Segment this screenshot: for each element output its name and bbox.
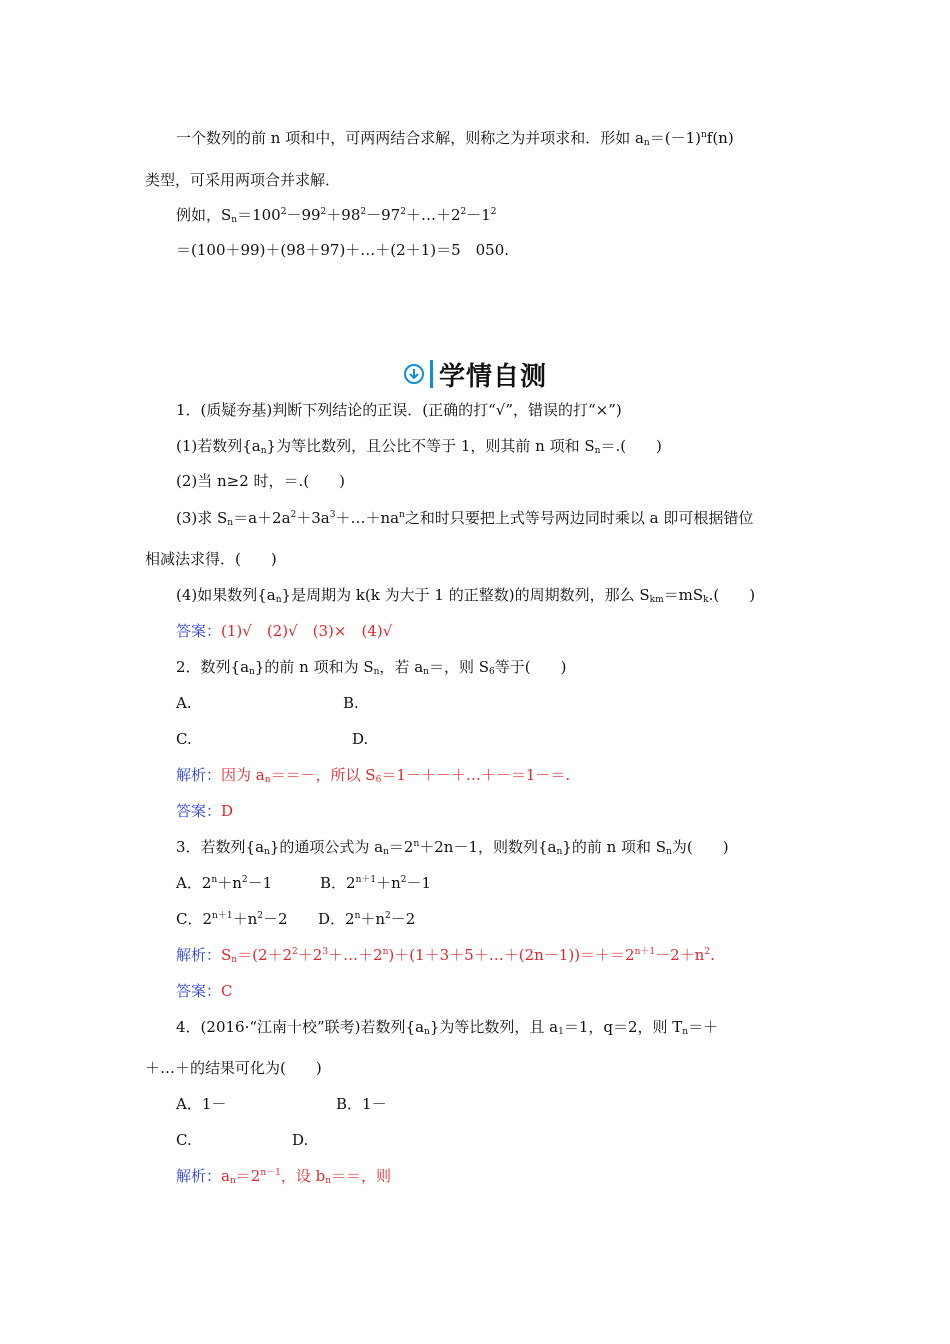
text: ＋2: [297, 946, 323, 964]
text: ＝＝－，所以 S: [270, 766, 376, 784]
subscript: 1: [558, 1027, 564, 1037]
q4-option-d: D.: [292, 1131, 309, 1149]
text: (3)求 S: [176, 509, 228, 527]
text: ＋n: [217, 874, 242, 892]
q2-answer: [176, 801, 233, 821]
text: ＋…＋2: [405, 206, 461, 224]
heading-divider: [430, 360, 433, 388]
text: ＋3a: [296, 509, 330, 527]
subscript: 6: [375, 775, 382, 785]
subscript: 6: [488, 667, 495, 677]
subscript: n: [423, 667, 429, 677]
text: ＝100: [237, 206, 281, 224]
superscript: n: [399, 510, 405, 520]
subscript: n: [325, 1176, 332, 1186]
analysis-text: [221, 1167, 391, 1185]
q2-stem: [176, 657, 566, 677]
text: }为等比数列，且 a: [429, 1018, 559, 1036]
subscript: n: [373, 667, 380, 677]
q4-analysis: [176, 1166, 391, 1186]
text: ＝.( ): [600, 437, 662, 455]
text: ，设 b: [280, 1167, 326, 1185]
subscript: n: [264, 847, 270, 857]
text: (4)如果数列{a: [176, 586, 276, 604]
subscript: n: [231, 955, 238, 965]
text: ＋98: [326, 206, 361, 224]
q3-option-b: [320, 873, 431, 893]
section-heading: [404, 356, 547, 392]
q3-analysis: [176, 945, 715, 965]
text: 2．数列{a: [176, 658, 250, 676]
q1-statement-2: (2)当 n≥2 时，＝.( ): [176, 472, 346, 490]
subscript: n: [682, 1027, 689, 1037]
q1-answer: [176, 621, 392, 641]
text: －2: [390, 910, 416, 928]
text: 因为 a: [221, 766, 265, 784]
superscript: 2: [400, 875, 407, 885]
subscript: n: [383, 847, 389, 857]
answer-label: 答案：: [176, 982, 222, 1000]
q2-option-a: A.: [176, 694, 192, 712]
text: ＝1，q＝2，则 T: [563, 1018, 683, 1036]
q2-option-d: D.: [352, 730, 369, 748]
intro-line-2: 类型，可采用两项合并求解．: [145, 171, 341, 189]
subscript: n: [424, 1027, 430, 1037]
intro-text: 一个数列的前 n 项和中，可两两结合求解，则称之为并项求和．形如 a: [176, 129, 644, 147]
q2-option-c: C.: [176, 730, 192, 748]
intro-line-1: [176, 128, 734, 148]
text: －2: [262, 910, 288, 928]
text: (1)若数列{a: [176, 437, 261, 455]
text: ＝，则 S: [428, 658, 489, 676]
text: ＋n: [376, 874, 401, 892]
answer-value: D: [221, 802, 234, 820]
q4-option-b: B．1－: [336, 1095, 387, 1113]
text: ＝＋: [688, 1018, 719, 1036]
text: B．2: [320, 874, 356, 892]
superscript: 3: [322, 947, 329, 957]
analysis-label: 解析：: [176, 766, 222, 784]
superscript: 3: [329, 510, 336, 520]
subscript: n: [260, 446, 267, 456]
analysis-text: [221, 766, 570, 784]
superscript: 2: [704, 947, 711, 957]
subscript: km: [649, 595, 664, 605]
subscript: n: [249, 667, 255, 677]
subscript: n: [666, 847, 672, 857]
text: }的前 n 项和 S: [562, 838, 667, 856]
subscript: n: [229, 1176, 236, 1186]
subscript: n: [264, 775, 271, 785]
superscript: 2: [385, 911, 391, 921]
superscript: n: [211, 875, 218, 885]
subscript: n: [231, 215, 238, 225]
text: ＝2: [235, 1167, 261, 1185]
superscript: 2: [320, 207, 327, 217]
text: 4．(2016·“江南十校”联考)若数列{a: [176, 1018, 425, 1036]
superscript: 2: [241, 875, 248, 885]
q2-analysis: [176, 765, 570, 785]
text: 等于( ): [494, 658, 567, 676]
text: －99: [286, 206, 321, 224]
text: D．2: [318, 910, 355, 928]
q3-option-c: [176, 909, 288, 929]
text: ＋n: [360, 910, 386, 928]
answer-value: (1)√ (2)√ (3)× (4)√: [221, 622, 393, 640]
q3-option-d: [318, 909, 415, 929]
q1-statement-3-cont: 相减法求得．( ): [145, 550, 277, 568]
text: }为等比数列，且公比不等于 1，则其前 n 项和 S: [266, 437, 595, 455]
q4-option-c: C.: [176, 1131, 192, 1149]
q1-stem: 1．(质疑夯基)判断下列结论的正误．(正确的打“√”，错误的打“×”): [176, 401, 622, 419]
text: －97: [366, 206, 401, 224]
q3-stem: [176, 837, 729, 857]
superscript: n＋1: [212, 911, 233, 921]
text: －1: [247, 874, 273, 892]
text: ＝mS: [663, 586, 704, 604]
text: ＋…＋na: [335, 509, 400, 527]
superscript: n: [413, 839, 420, 849]
text: －1: [466, 206, 491, 224]
intro-example-line-1: [176, 205, 497, 225]
text: ＝＝，则: [331, 1167, 392, 1185]
superscript: 2: [257, 911, 263, 921]
superscript: 2: [360, 207, 367, 217]
text: }的通项公式为 a: [269, 838, 384, 856]
q1-statement-4: [176, 585, 755, 605]
text: .( ): [708, 586, 756, 604]
answer-label: 答案：: [176, 622, 222, 640]
answer-label: 答案：: [176, 802, 222, 820]
text: －1: [406, 874, 432, 892]
q1-statement-1: [176, 436, 662, 456]
intro-text: f(n): [706, 129, 734, 147]
text: 之和时只要把上式等号两边同时乘以 a 即可根据错位: [404, 509, 754, 527]
text: －2＋n: [655, 946, 705, 964]
analysis-label: 解析：: [176, 1167, 222, 1185]
text: ，若 a: [379, 658, 424, 676]
text: ＋n: [232, 910, 258, 928]
subscript: n: [275, 595, 282, 605]
q3-answer: [176, 981, 233, 1001]
text: S: [221, 946, 232, 964]
q4-stem-cont: ＋…＋的结果可化为( ): [145, 1059, 322, 1077]
q3-option-a: [176, 873, 272, 893]
superscript: 2: [490, 207, 497, 217]
text: ＋…＋2: [328, 946, 383, 964]
subscript: k: [703, 595, 709, 605]
text: A．2: [176, 874, 212, 892]
analysis-label: 解析：: [176, 946, 222, 964]
superscript: n＋1: [634, 947, 656, 957]
intro-text: ＝(－1): [649, 129, 701, 147]
text: }的前 n 项和为 S: [254, 658, 374, 676]
q2-option-b: B.: [343, 694, 359, 712]
superscript: n: [700, 130, 707, 140]
superscript: 2: [280, 207, 287, 217]
text: ＋2n－1，则数列{a: [419, 838, 557, 856]
subscript: n: [227, 518, 234, 528]
superscript: n: [354, 911, 361, 921]
text: ＝1－＋－＋…＋－＝1－＝.: [381, 766, 571, 784]
q4-option-a: A．1－: [176, 1095, 227, 1113]
superscript: 2: [460, 207, 467, 217]
text: .: [710, 946, 715, 964]
superscript: n: [382, 947, 389, 957]
text: }是周期为 k(k 为大于 1 的正整数)的周期数列，那么 S: [281, 586, 650, 604]
text: )＋(1＋3＋5＋…＋(2n－1))＝＋＝2: [388, 946, 635, 964]
subscript: n: [556, 847, 563, 857]
intro-example-line-2: ＝(100＋99)＋(98＋97)＋…＋(2＋1)＝5 050.: [176, 241, 510, 259]
q4-stem: [176, 1017, 718, 1037]
text: ＝a＋2a: [233, 509, 291, 527]
superscript: 2: [290, 510, 297, 520]
text: a: [221, 1167, 230, 1185]
text: 例如，S: [176, 206, 232, 224]
q1-statement-3: [176, 508, 753, 528]
text: ＝2: [388, 838, 414, 856]
subscript: n: [643, 138, 650, 148]
text: C．2: [176, 910, 213, 928]
subscript: n: [594, 446, 601, 456]
text: ＝(2＋2: [237, 946, 293, 964]
heading-title: 学情自测: [439, 361, 548, 392]
text: 3．若数列{a: [176, 838, 265, 856]
superscript: 2: [292, 947, 298, 957]
text: 为( ): [671, 838, 729, 856]
superscript: n＋1: [355, 875, 377, 885]
superscript: n－1: [260, 1168, 281, 1178]
superscript: 2: [400, 207, 406, 217]
analysis-text: [221, 946, 715, 964]
down-arrow-circle-icon: [404, 364, 424, 384]
answer-value: C: [221, 982, 233, 1000]
